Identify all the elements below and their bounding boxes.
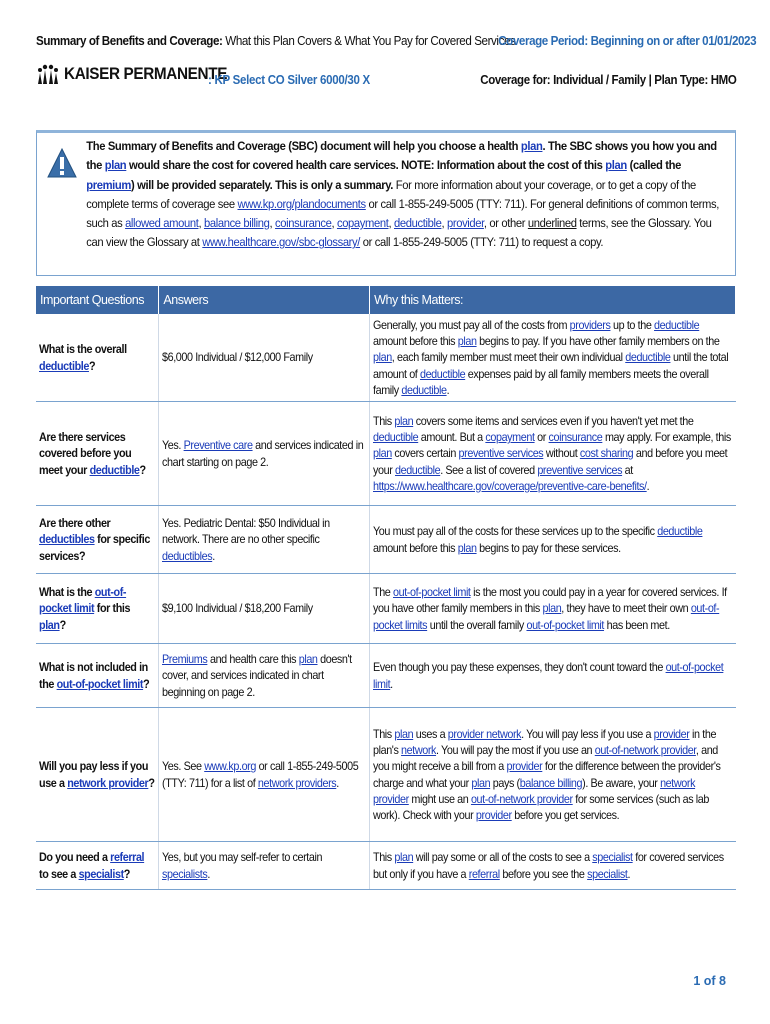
link-plan[interactable]: plan bbox=[520, 139, 543, 153]
link-plan[interactable]: plan bbox=[373, 446, 392, 461]
link-provider[interactable]: provider bbox=[653, 726, 690, 741]
link-plan[interactable]: plan bbox=[104, 158, 127, 173]
answer-cell: Yes. Preventive care and services indicated in chart starting on page 2. bbox=[159, 402, 370, 506]
link-plan[interactable]: plan bbox=[373, 350, 392, 365]
link-out-of-pocket-limit[interactable]: out-of-pocket limit bbox=[56, 676, 144, 691]
link-out-of-pocket-limits[interactable]: out-of-pocket limits bbox=[373, 601, 720, 632]
link-provider[interactable]: provider bbox=[446, 216, 484, 231]
kp-logo-icon bbox=[36, 62, 60, 86]
link-specialist[interactable]: specialist bbox=[592, 850, 633, 865]
link-deductible[interactable]: deductible bbox=[401, 382, 447, 397]
link-deductible[interactable]: deductible bbox=[89, 462, 140, 477]
question-cell: Do you need a referral to see a specialist? bbox=[36, 842, 159, 890]
link-deductible[interactable]: deductible bbox=[657, 524, 703, 539]
sbc-header bbox=[36, 34, 757, 52]
link-out-of-pocket-limit[interactable]: out-of-pocket limit bbox=[373, 660, 724, 691]
question-cell: What is the overall deductible? bbox=[36, 314, 159, 402]
link-plan[interactable]: plan bbox=[605, 158, 627, 173]
link-plan[interactable]: plan bbox=[299, 652, 318, 667]
link-plan[interactable]: plan bbox=[394, 726, 414, 741]
table-row bbox=[36, 842, 736, 890]
link-specialists[interactable]: specialists bbox=[162, 866, 208, 881]
table-row bbox=[36, 314, 736, 402]
link-kp-org[interactable]: www.kp.org bbox=[204, 759, 257, 774]
link-deductibles[interactable]: deductibles bbox=[162, 548, 213, 563]
coverage-for: Coverage for: Individual / Family | Plan Type: HMO bbox=[479, 73, 736, 87]
link-coinsurance[interactable]: coinsurance bbox=[548, 430, 603, 445]
col-header-answers: Answers bbox=[159, 286, 370, 314]
link-plan[interactable]: plan bbox=[471, 775, 491, 790]
question-cell: Are there other deductibles for specific services? bbox=[36, 506, 159, 574]
link-provider-network[interactable]: provider network bbox=[447, 726, 522, 741]
why-cell: This plan uses a provider network. You will pay less if you use a provider in the plan's network. You will pay the most if you use an out-of-network provider, and you might receive a bill from a provider for the difference between the provider's charge and what your plan pays (balance billing). Be aware, your network provider might use an out-of-network provider for some services (such as lab work). Check with your provider before you get services. bbox=[370, 708, 736, 842]
answer-cell: Premiums and health care this plan doesn't cover, and services indicated in chart beginning on page 2. bbox=[159, 644, 370, 708]
link-out-of-pocket-limit[interactable]: out-of-pocket limit bbox=[39, 585, 127, 616]
why-cell: Generally, you must pay all of the costs from providers up to the deductible amount before this plan begins to pay. If you have other family members on the plan, each family member must meet their own individual deductible until the total amount of deductible expenses paid by all family members meets the overall family deductible. bbox=[370, 314, 736, 402]
link-deductible[interactable]: deductible bbox=[654, 318, 700, 332]
link-out-of-network-provider[interactable]: out-of-network provider bbox=[594, 743, 697, 758]
link-network-providers[interactable]: network providers bbox=[258, 775, 337, 790]
plan-header bbox=[36, 60, 736, 90]
link-out-of-pocket-limit[interactable]: out-of-pocket limit bbox=[393, 585, 471, 600]
link-premium[interactable]: premium bbox=[86, 177, 132, 192]
link-network-provider[interactable]: network provider bbox=[67, 775, 149, 790]
link-preventive-services[interactable]: preventive services bbox=[458, 446, 544, 461]
link-cost-sharing[interactable]: cost sharing bbox=[580, 446, 634, 461]
link-plan[interactable]: plan bbox=[394, 850, 414, 865]
table-row bbox=[36, 644, 736, 708]
link-out-of-network-provider[interactable]: out-of-network provider bbox=[471, 791, 573, 806]
sbc-title-bold: Summary of Benefits and Coverage: bbox=[36, 34, 223, 48]
brand-name: KAISER PERMANENTE bbox=[64, 64, 228, 83]
plan-name: : KP Select CO Silver 6000/30 X bbox=[208, 73, 370, 87]
link-glossary[interactable]: www.healthcare.gov/sbc-glossary/ bbox=[202, 235, 361, 250]
question-cell: Will you pay less if you use a network provider? bbox=[36, 708, 159, 842]
link-copayment[interactable]: copayment bbox=[336, 216, 389, 231]
page-number: 1 of 8 bbox=[693, 974, 726, 988]
table-row bbox=[36, 402, 736, 506]
link-plan-documents[interactable]: www.kp.org/plandocuments bbox=[237, 196, 366, 211]
link-allowed-amount[interactable]: allowed amount bbox=[125, 216, 199, 231]
why-cell: Even though you pay these expenses, they don't count toward the out-of-pocket limit. bbox=[370, 644, 736, 708]
underlined-word: underlined bbox=[527, 216, 577, 231]
link-deductible[interactable]: deductible bbox=[395, 462, 441, 477]
link-provider[interactable]: provider bbox=[506, 759, 543, 774]
col-header-why: Why this Matters: bbox=[370, 286, 736, 314]
sbc-notice bbox=[36, 130, 736, 276]
link-specialist[interactable]: specialist bbox=[587, 866, 628, 881]
link-plan[interactable]: plan bbox=[457, 334, 477, 349]
link-preventive-benefits-url[interactable]: https://www.healthcare.gov/coverage/preventive-care-benefits/ bbox=[373, 478, 647, 493]
why-cell: This plan covers some items and services even if you haven't yet met the deductible amount. But a copayment or coinsurance may apply. For example, this plan covers certain preventive services without cost sharing and before you meet your deductible. See a list of covered preventive services at https://www.healthcare.gov/coverage/preventive-care-benefits/. bbox=[370, 402, 736, 506]
link-plan[interactable]: plan bbox=[457, 540, 477, 555]
table-row bbox=[36, 574, 736, 644]
table-row bbox=[36, 506, 736, 574]
table-header-row bbox=[36, 286, 736, 314]
link-premiums[interactable]: Premiums bbox=[162, 652, 208, 667]
answer-cell: Yes, but you may self-refer to certain specialists. bbox=[159, 842, 370, 890]
why-cell: You must pay all of the costs for these services up to the specific deductible amount before this plan begins to pay for these services. bbox=[370, 506, 736, 574]
link-referral[interactable]: referral bbox=[110, 850, 145, 865]
important-questions-table bbox=[36, 286, 736, 890]
link-balance-billing[interactable]: balance billing bbox=[519, 775, 583, 790]
link-provider[interactable]: provider bbox=[476, 807, 512, 822]
col-header-questions: Important Questions bbox=[36, 286, 159, 314]
link-preventive-care[interactable]: Preventive care bbox=[184, 438, 253, 453]
link-plan[interactable]: plan bbox=[394, 414, 414, 428]
answer-cell: Yes. See www.kp.org or call 1-855-249-5005 (TTY: 711) for a list of network providers. bbox=[159, 708, 370, 842]
link-providers[interactable]: providers bbox=[569, 318, 611, 332]
link-coinsurance[interactable]: coinsurance bbox=[275, 216, 332, 231]
link-deductibles[interactable]: deductibles bbox=[39, 532, 95, 547]
question-cell: What is not included in the out-of-pocket limit? bbox=[36, 644, 159, 708]
link-plan[interactable]: plan bbox=[39, 617, 60, 632]
why-cell: The out-of-pocket limit is the most you could pay in a year for covered services. If you have other family members in this plan, they have to meet their own out-of-pocket limits until the overall family out-of-pocket limit has been met. bbox=[370, 574, 736, 644]
answer-cell: $9,100 Individual / $18,200 Family bbox=[159, 574, 370, 644]
answer-cell: Yes. Pediatric Dental: $50 Individual in network. There are no other specific deductibles. bbox=[159, 506, 370, 574]
link-deductible[interactable]: deductible bbox=[39, 358, 89, 373]
link-referral[interactable]: referral bbox=[468, 866, 500, 881]
notice-text: The Summary of Benefits and Coverage (SBC) document will help you choose a health plan. The SBC shows you how you and the plan would share the cost for covered health care services. NOTE: Information about the cost of this plan (called the premium) will be provided separately. This is only a summary. For more information about your coverage, or to get a copy of the complete terms of coverage see www.kp.org/plandocuments or call 1-855-249-5005 (TTY: 711). For general definitions of common terms, such as allowed amount, balance billing, coinsurance, copayment, deductible, provider, or other underlined terms, see the Glossary. You can view the Glossary at www.healthcare.gov/sbc-glossary/ or call 1-855-249-5005 (TTY: 711) to request a copy. bbox=[86, 139, 720, 250]
link-plan[interactable]: plan bbox=[542, 601, 562, 616]
link-deductible[interactable]: deductible bbox=[373, 430, 419, 445]
link-deductible[interactable]: deductible bbox=[625, 350, 671, 365]
sbc-title-rest: What this Plan Covers & What You Pay for Covered Services bbox=[225, 34, 516, 48]
link-deductible[interactable]: deductible bbox=[394, 216, 442, 231]
link-network[interactable]: network bbox=[401, 743, 437, 758]
link-copayment[interactable]: copayment bbox=[485, 430, 535, 445]
question-cell: Are there services covered before you meet your deductible? bbox=[36, 402, 159, 506]
why-cell: This plan will pay some or all of the costs to see a specialist for covered services but only if you have a referral before you see the specialist. bbox=[370, 842, 736, 890]
link-network-provider[interactable]: network provider bbox=[373, 775, 696, 806]
link-specialist[interactable]: specialist bbox=[78, 866, 124, 881]
table-row bbox=[36, 708, 736, 842]
link-out-of-pocket-limit[interactable]: out-of-pocket limit bbox=[526, 617, 605, 632]
link-balance-billing[interactable]: balance billing bbox=[203, 216, 270, 231]
coverage-period: Coverage Period: Beginning on or after 01/01/2023 bbox=[498, 34, 757, 48]
answer-cell: $6,000 Individual / $12,000 Family bbox=[159, 314, 370, 402]
link-deductible[interactable]: deductible bbox=[420, 366, 466, 381]
link-preventive-services[interactable]: preventive services bbox=[537, 462, 623, 477]
question-cell: What is the out-of-pocket limit for this plan? bbox=[36, 574, 159, 644]
